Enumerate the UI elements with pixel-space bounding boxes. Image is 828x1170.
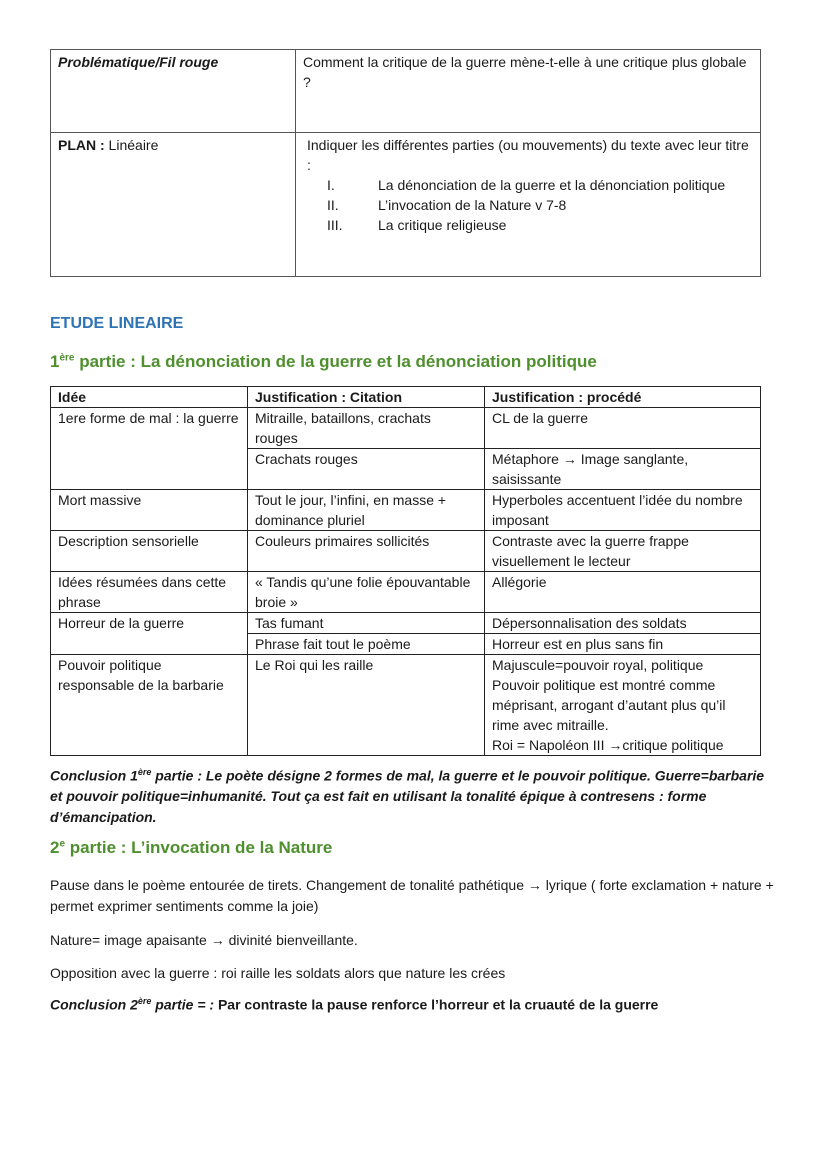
cell-citation: Tas fumant [248, 613, 485, 634]
conclusion2-pre: Conclusion 2 [50, 996, 138, 1013]
conclusion2-sup: ère [137, 996, 152, 1006]
list-number: III. [327, 217, 343, 233]
part2-sup: e [59, 838, 66, 850]
cell-procede: Allégorie [485, 572, 761, 613]
paragraph: Opposition avec la guerre : roi raille les soldats alors que nature les crées [50, 965, 506, 981]
cell-procede: Contraste avec la guerre frappe visuellement le lecteur [485, 531, 761, 572]
cell-citation: Couleurs primaires sollicités [248, 531, 485, 572]
list-item [303, 195, 753, 215]
table-row [51, 613, 761, 634]
cell-idea: 1ere forme de mal : la guerre [51, 408, 248, 490]
cell-idea: Horreur de la guerre [51, 613, 248, 655]
table-row [51, 655, 761, 756]
cell-procede: Métaphore → Image sanglante, saisissante [485, 449, 761, 490]
conclusion1-pre: Conclusion 1 [50, 767, 138, 784]
cell-procede: Hyperboles accentuent l’idée du nombre imposant [485, 490, 761, 531]
part1-heading [50, 352, 597, 372]
summary-table [50, 49, 761, 277]
plan-label-bold: PLAN : [58, 137, 105, 153]
list-number: II. [327, 197, 339, 213]
cell-citation: « Tandis qu’une folie épouvantable broie » [248, 572, 485, 613]
cell-citation: Le Roi qui les raille [248, 655, 485, 756]
header-citation: Justification : Citation [248, 387, 485, 408]
plan-list [303, 175, 753, 235]
plan-label [51, 133, 296, 277]
list-text: L’invocation de la Nature v 7-8 [378, 197, 567, 213]
conclusion-part2 [50, 996, 658, 1013]
cell-procede: Dépersonnalisation des soldats [485, 613, 761, 634]
plan-label-rest: Linéaire [104, 137, 159, 153]
cell-citation: Mitraille, bataillons, crachats rouges [248, 408, 485, 449]
cell-idea: Description sensorielle [51, 531, 248, 572]
table-row [51, 572, 761, 613]
procede-line: Pouvoir politique est montré comme méprisant, arrogant d’autant plus qu’il rime avec mitraille. [492, 677, 726, 733]
procede-line: Majuscule=pouvoir royal, politique [492, 657, 704, 673]
table-row [51, 531, 761, 572]
conclusion2-mid: partie = : [151, 996, 215, 1013]
table-row [51, 490, 761, 531]
cell-idea: Idées résumées dans cette phrase [51, 572, 248, 613]
part1-title: partie : La dénonciation de la guerre et la dénonciation politique [74, 352, 597, 371]
analysis-table [50, 386, 761, 756]
part1-sup: ère [59, 352, 75, 364]
table-row [51, 133, 761, 277]
part2-heading [50, 838, 332, 858]
cell-idea: Pouvoir politique responsable de la barbarie [51, 655, 248, 756]
paragraph: Nature= image apaisante → divinité bienveillante. [50, 932, 358, 948]
part2-num: 2 [50, 838, 60, 857]
procede-line: Roi = Napoléon III →critique politique [492, 737, 724, 753]
table-header-row [51, 387, 761, 408]
list-number: I. [327, 177, 335, 193]
header-idee: Idée [51, 387, 248, 408]
problematique-label: Problématique/Fil rouge [51, 50, 296, 133]
cell-procede: CL de la guerre [485, 408, 761, 449]
cell-citation: Tout le jour, l’infini, en masse + dominance pluriel [248, 490, 485, 531]
cell-citation: Phrase fait tout le poème [248, 634, 485, 655]
conclusion1-text: partie : Le poète désigne 2 formes de mal, la guerre et le pouvoir politique. Guerre=barbarie et pouvoir politique=inhumanité. Tout ça est fait en utilisant la tonalité épique à contresens : forme d’émancipation. [50, 767, 765, 825]
table-row [51, 50, 761, 133]
cell-procede: Horreur est en plus sans fin [485, 634, 761, 655]
conclusion2-text: Par contraste la pause renforce l’horreur et la cruauté de la guerre [214, 996, 659, 1013]
list-text: La critique religieuse [378, 217, 507, 233]
plan-content [296, 133, 761, 277]
cell-citation: Crachats rouges [248, 449, 485, 490]
cell-idea: Mort massive [51, 490, 248, 531]
conclusion-part1 [50, 762, 770, 827]
conclusion1-sup: ère [137, 767, 152, 777]
list-item [303, 215, 753, 235]
paragraph: Pause dans le poème entourée de tirets. Changement de tonalité pathétique → lyrique ( forte exclamation + nature + permet exprimer sentiments comme la joie) [50, 877, 774, 914]
cell-procede [485, 655, 761, 756]
problematique-text: Comment la critique de la guerre mène-t-elle à une critique plus globale ? [296, 50, 761, 133]
header-procede: Justification : procédé [485, 387, 761, 408]
table-row [51, 408, 761, 449]
list-item [303, 175, 753, 195]
part1-num: 1 [50, 352, 60, 371]
plan-intro: Indiquer les différentes parties (ou mouvements) du texte avec leur titre : [307, 137, 749, 173]
list-text: La dénonciation de la guerre et la dénonciation politique [378, 177, 726, 193]
etude-heading: ETUDE LINEAIRE [50, 315, 184, 332]
part2-title: partie : L’invocation de la Nature [65, 838, 333, 857]
